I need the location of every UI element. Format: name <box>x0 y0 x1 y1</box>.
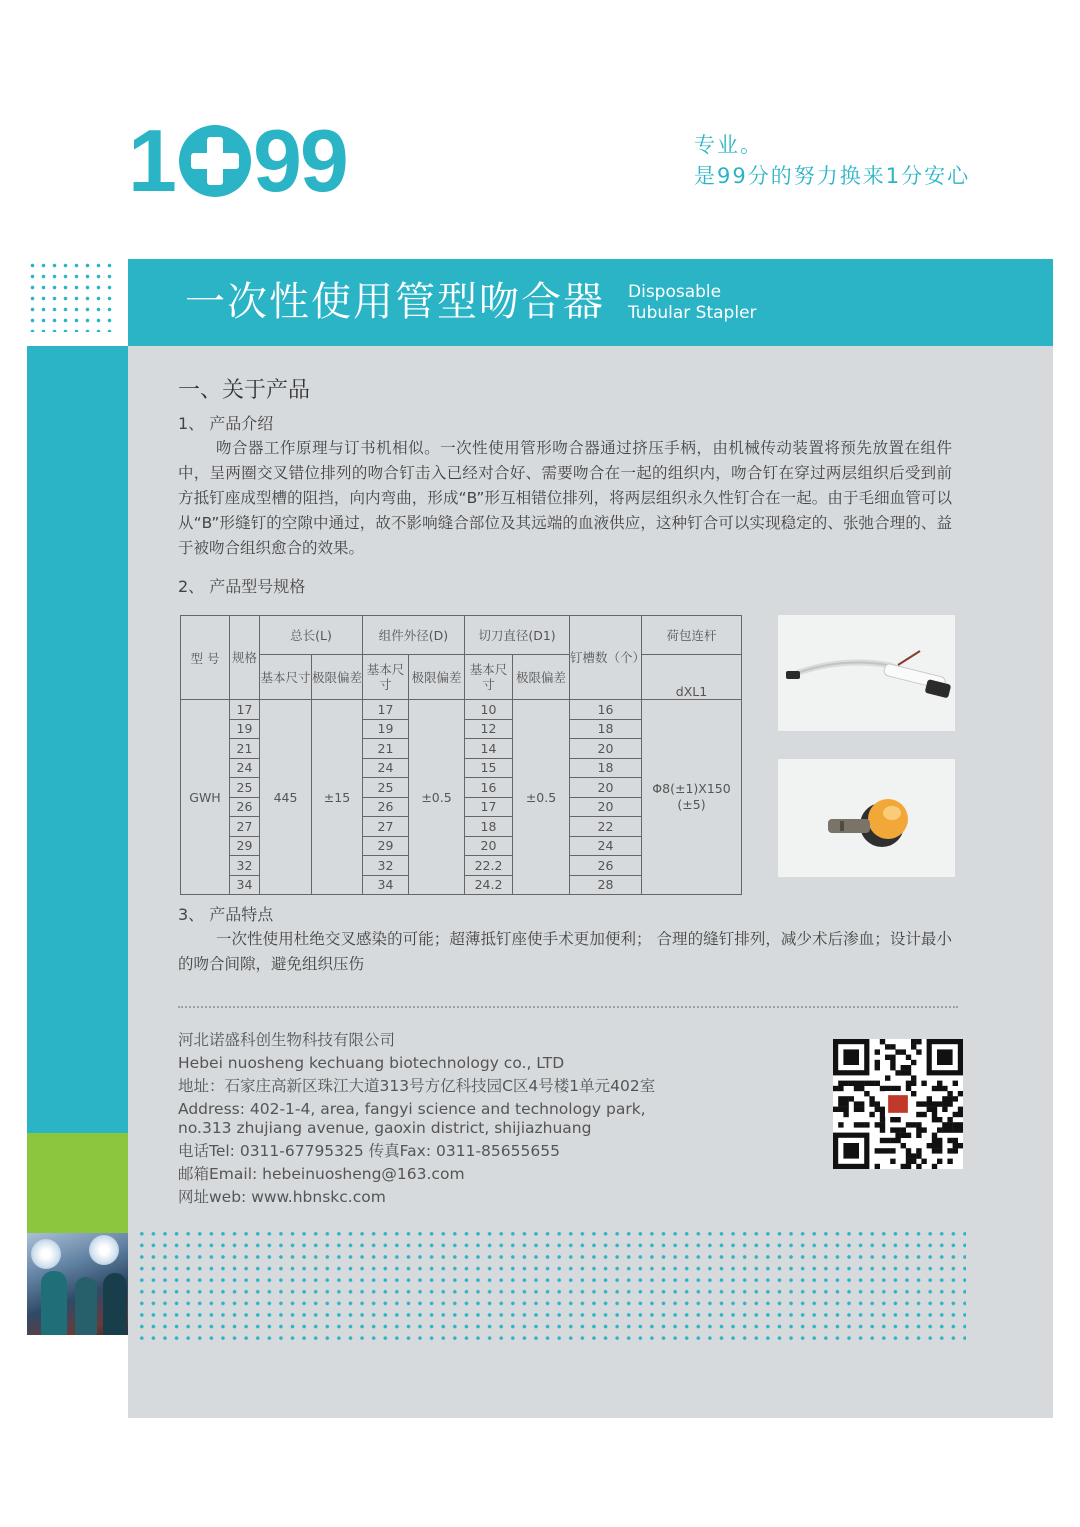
cell-cut-basic: 22.2 <box>465 856 513 876</box>
cell-cut-basic: 20 <box>465 836 513 856</box>
address-en-1: Address: 402-1-4, area, fangyi science and technology park, <box>178 1100 646 1118</box>
cell-cut-basic: 17 <box>465 797 513 817</box>
cell-outer-basic: 32 <box>363 856 409 876</box>
header-basic-size: 基本尺寸 <box>465 655 513 700</box>
company-name-en: Hebei nuosheng kechuang biotechnology co., LTD <box>178 1054 565 1072</box>
header-model: 型 号 <box>181 616 230 700</box>
cell-outer-basic: 25 <box>363 778 409 798</box>
cell-slots: 18 <box>570 719 642 739</box>
cell-size: 19 <box>230 719 260 739</box>
dot-pattern-bottom <box>136 1228 966 1340</box>
title-banner <box>128 259 1053 346</box>
cell-outer-basic: 29 <box>363 836 409 856</box>
logo-digit-nines: 99 <box>252 111 347 210</box>
header-basic-size: 基本尺寸 <box>260 655 312 700</box>
cell-cut-basic: 12 <box>465 719 513 739</box>
cell-slots: 20 <box>570 797 642 817</box>
cell-outer-tolerance: ±0.5 <box>409 700 465 895</box>
cell-size: 17 <box>230 700 260 720</box>
phone-fax: 电话Tel: 0311-67795325 传真Fax: 0311-85655655 <box>178 1142 560 1160</box>
left-accent-bar-green <box>27 1133 128 1233</box>
cell-cut-basic: 16 <box>465 778 513 798</box>
contact-info <box>178 1029 655 1209</box>
email[interactable]: 邮箱Email: hebeinuosheng@163.com <box>178 1165 465 1183</box>
header-tolerance: 极限偏差 <box>513 655 570 700</box>
product-photo-stapler <box>778 615 955 731</box>
cell-slots: 28 <box>570 875 642 895</box>
spec-heading: 2、 产品型号规格 <box>178 577 306 596</box>
header-outer-diameter: 组件外径(D) <box>363 616 465 655</box>
cell-cut-tolerance: ±0.5 <box>513 700 570 895</box>
surgeon-figure <box>41 1271 67 1335</box>
cell-size: 34 <box>230 875 260 895</box>
title-en-line-2: Tubular Stapler <box>628 303 757 323</box>
qr-code-graphic <box>833 1039 963 1169</box>
slogan-line-1: 专业。 <box>694 133 763 157</box>
cell-slots: 20 <box>570 778 642 798</box>
header-staple-slots: 钉槽数（个） <box>570 616 642 700</box>
cell-outer-basic: 24 <box>363 758 409 778</box>
features-heading: 3、 产品特点 <box>178 905 274 924</box>
cell-model: GWH <box>181 700 230 895</box>
table-row <box>181 700 742 720</box>
company-name-cn: 河北诺盛科创生物科技有限公司 <box>178 1031 396 1049</box>
cell-size: 21 <box>230 739 260 759</box>
surgeon-figure <box>75 1277 97 1335</box>
intro-paragraph: 吻合器工作原理与订书机相似。一次性使用管形吻合器通过挤压手柄，由机械传动装置将预先放置在组件中，呈两圈交叉错位排列的吻合钉击入已经对合好、需要吻合在一起的组织内，吻合钉在穿过两层组织后受到前方抵钉座成型槽的阻挡，向内弯曲，形成“B”形互相错位排列，将两层组织永久性钉合在一起。由于毛细血管可以从“B”形缝钉的空隙中通过，故不影响缝合部位及其远端的血液供应，这种钉合可以实现稳定的、张弛合理的、益于被吻合组织愈合的效果。 <box>178 439 952 557</box>
about-section <box>178 376 968 599</box>
address-en-2: no.313 zhujiang avenue, gaoxin district, shijiazhuang <box>178 1119 592 1137</box>
left-accent-bar-teal <box>27 346 128 1133</box>
header-dxl1: dXL1 <box>642 655 742 700</box>
surgeon-figure <box>103 1273 127 1335</box>
cell-total-basic: 445 <box>260 700 312 895</box>
cell-cut-basic: 10 <box>465 700 513 720</box>
purse-rod-tolerance: (±5) <box>677 797 706 812</box>
cell-outer-basic: 26 <box>363 797 409 817</box>
header-cutter-diameter: 切刀直径(D1) <box>465 616 570 655</box>
features-section <box>178 897 952 977</box>
section-heading: 一、关于产品 <box>178 378 311 403</box>
cell-cut-basic: 14 <box>465 739 513 759</box>
header-total-length: 总长(L) <box>260 616 363 655</box>
stapler-icon <box>778 615 955 731</box>
cell-size: 29 <box>230 836 260 856</box>
header-tolerance: 极限偏差 <box>409 655 465 700</box>
brand-logo <box>128 111 347 210</box>
logo-digit-one: 1 <box>128 111 175 210</box>
anvil-icon <box>778 759 955 877</box>
cell-size: 27 <box>230 817 260 837</box>
cell-purse-rod <box>642 700 742 895</box>
slogan-line-2: 是99分的努力换来1分安心 <box>694 164 971 188</box>
purse-rod-value: Φ8(±1)X150 <box>652 781 731 796</box>
cell-cut-basic: 15 <box>465 758 513 778</box>
surgical-lamp-icon <box>89 1235 119 1265</box>
surgery-photo <box>27 1233 128 1335</box>
cell-total-tolerance: ±15 <box>312 700 363 895</box>
address-cn: 地址：石家庄高新区珠江大道313号方亿科技园C区4号楼1单元402室 <box>178 1077 656 1095</box>
qr-code-icon <box>833 1039 963 1169</box>
intro-heading: 1、 产品介绍 <box>178 414 274 433</box>
cell-slots: 26 <box>570 856 642 876</box>
features-paragraph: 一次性使用杜绝交叉感染的可能；超薄抵钉座使手术更加便利； 合理的缝钉排列，减少术后渗血；设计最小的吻合间隙，避免组织压伤 <box>178 930 952 973</box>
cell-slots: 18 <box>570 758 642 778</box>
cell-outer-basic: 34 <box>363 875 409 895</box>
cell-slots: 20 <box>570 739 642 759</box>
page-title: 一次性使用管型吻合器 <box>185 279 605 325</box>
cell-cut-basic: 18 <box>465 817 513 837</box>
product-photo-anvil <box>778 759 955 877</box>
cell-cut-basic: 24.2 <box>465 875 513 895</box>
cell-slots: 16 <box>570 700 642 720</box>
slogan <box>694 130 970 192</box>
header-size: 规格 <box>230 616 260 700</box>
surgical-lamp-icon <box>31 1239 61 1269</box>
header-basic-size: 基本尺寸 <box>363 655 409 700</box>
header-tolerance: 极限偏差 <box>312 655 363 700</box>
website[interactable]: 网址web: www.hbnskc.com <box>178 1188 386 1206</box>
cell-size: 24 <box>230 758 260 778</box>
spec-table <box>180 615 742 895</box>
cell-size: 25 <box>230 778 260 798</box>
header-purse-rod: 荷包连杆 <box>642 616 742 655</box>
cell-outer-basic: 19 <box>363 719 409 739</box>
cell-slots: 24 <box>570 836 642 856</box>
cell-size: 26 <box>230 797 260 817</box>
page-title-en <box>628 282 757 324</box>
section-divider <box>178 1006 958 1008</box>
cell-outer-basic: 27 <box>363 817 409 837</box>
cell-slots: 22 <box>570 817 642 837</box>
medical-cross-icon <box>179 125 251 197</box>
cell-size: 32 <box>230 856 260 876</box>
cell-outer-basic: 21 <box>363 739 409 759</box>
cell-outer-basic: 17 <box>363 700 409 720</box>
title-en-line-1: Disposable <box>628 282 722 302</box>
dot-pattern-top <box>27 260 117 332</box>
